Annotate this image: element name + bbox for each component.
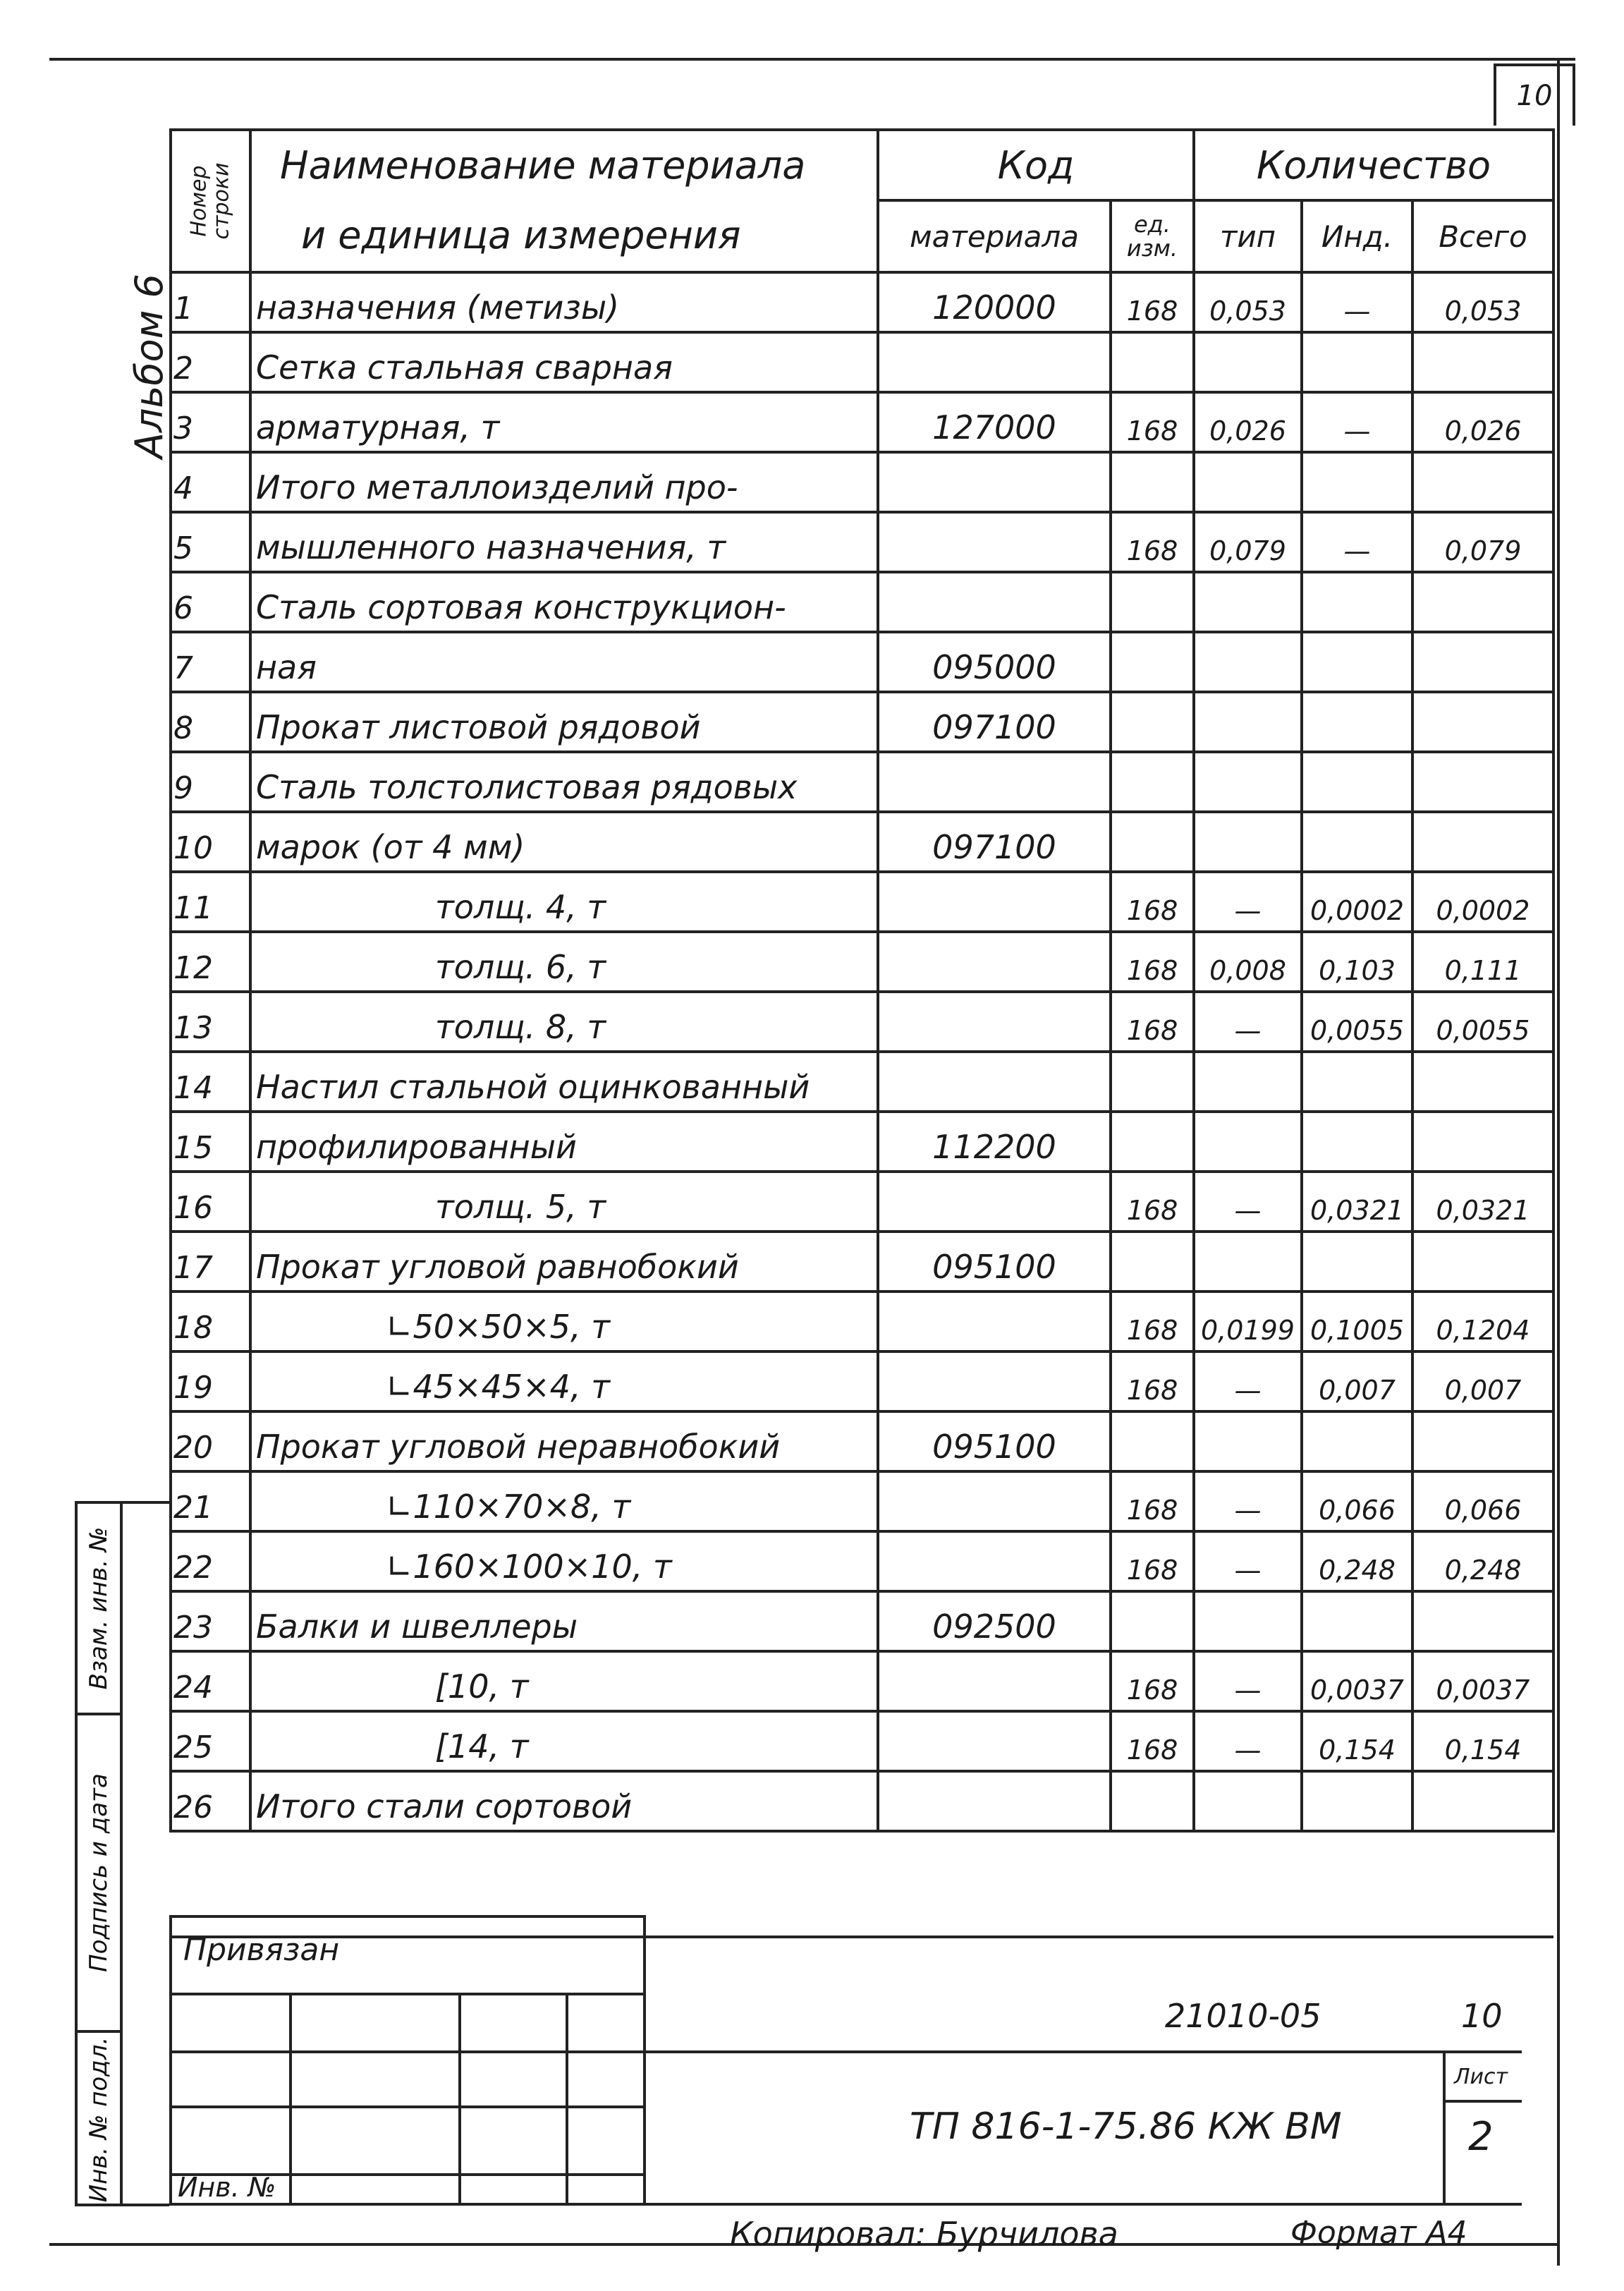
material-code bbox=[878, 1292, 1111, 1351]
table-row bbox=[171, 1531, 1553, 1591]
qty-total bbox=[1412, 812, 1553, 872]
row-number: 24 bbox=[171, 1651, 250, 1711]
qty-total: 0,007 bbox=[1412, 1351, 1553, 1411]
qty-type bbox=[1194, 632, 1302, 692]
qty-ind: 0,066 bbox=[1302, 1471, 1412, 1531]
unit-code: 168 bbox=[1111, 1172, 1194, 1232]
unit-code bbox=[1111, 332, 1194, 392]
qty-total bbox=[1412, 1232, 1553, 1292]
qty-type: — bbox=[1194, 992, 1302, 1052]
table-row bbox=[171, 752, 1553, 812]
unit-code bbox=[1111, 1771, 1194, 1831]
material-name: толщ. 5, т bbox=[250, 1172, 878, 1232]
header-code-material: материала bbox=[878, 200, 1111, 272]
material-code: 097100 bbox=[878, 692, 1111, 752]
header-code: Код bbox=[878, 130, 1194, 200]
unit-code: 168 bbox=[1111, 272, 1194, 332]
qty-ind bbox=[1302, 332, 1412, 392]
qty-type: 0,0199 bbox=[1194, 1292, 1302, 1351]
unit-code: 168 bbox=[1111, 992, 1194, 1052]
material-name: Настил стальной оцинкованный bbox=[250, 1052, 878, 1112]
table-row bbox=[171, 1351, 1553, 1411]
material-name: ∟160×100×10, т bbox=[250, 1531, 878, 1591]
sheet-number: 10 bbox=[1494, 63, 1575, 126]
table-row bbox=[171, 812, 1553, 872]
row-number: 7 bbox=[171, 632, 250, 692]
qty-type bbox=[1194, 332, 1302, 392]
table-row bbox=[171, 1591, 1553, 1651]
qty-ind: 0,0321 bbox=[1302, 1172, 1412, 1232]
table-row bbox=[171, 452, 1553, 512]
material-code bbox=[878, 932, 1111, 992]
header-qty-type: тип bbox=[1194, 200, 1302, 272]
qty-type bbox=[1194, 572, 1302, 632]
qty-type: 0,053 bbox=[1194, 272, 1302, 332]
qty-total: 0,066 bbox=[1412, 1471, 1553, 1531]
qty-type: — bbox=[1194, 1351, 1302, 1411]
material-name: [10, т bbox=[250, 1651, 878, 1711]
header-qty-total: Всего bbox=[1412, 200, 1553, 272]
material-name: Прокат листовой рядовой bbox=[250, 692, 878, 752]
material-name: ная bbox=[250, 632, 878, 692]
unit-code bbox=[1111, 752, 1194, 812]
material-name: ∟45×45×4, т bbox=[250, 1351, 878, 1411]
qty-ind: 0,0037 bbox=[1302, 1651, 1412, 1711]
side-stamp bbox=[75, 1501, 169, 2206]
right-border-line bbox=[1557, 58, 1560, 2266]
unit-code bbox=[1111, 572, 1194, 632]
table-row bbox=[171, 872, 1553, 932]
qty-ind: 0,103 bbox=[1302, 932, 1412, 992]
qty-ind bbox=[1302, 692, 1412, 752]
side-inv-orig: Инв. № подл. bbox=[78, 2033, 123, 2206]
qty-ind bbox=[1302, 1591, 1412, 1651]
unit-code: 168 bbox=[1111, 1651, 1194, 1711]
table-row bbox=[171, 392, 1553, 452]
table-row bbox=[171, 1232, 1553, 1292]
row-number: 16 bbox=[171, 1172, 250, 1232]
material-name: Прокат угловой неравнобокий bbox=[250, 1411, 878, 1471]
qty-total: 0,0037 bbox=[1412, 1651, 1553, 1711]
qty-ind bbox=[1302, 632, 1412, 692]
table-row bbox=[171, 1052, 1553, 1112]
qty-ind bbox=[1302, 1232, 1412, 1292]
table-row bbox=[171, 512, 1553, 572]
material-name: Балки и швеллеры bbox=[250, 1591, 878, 1651]
material-name: ∟110×70×8, т bbox=[250, 1471, 878, 1531]
table-row bbox=[171, 1172, 1553, 1232]
qty-type: — bbox=[1194, 1471, 1302, 1531]
qty-type: 0,008 bbox=[1194, 932, 1302, 992]
material-name: арматурная, т bbox=[250, 392, 878, 452]
unit-code bbox=[1111, 1591, 1194, 1651]
unit-code bbox=[1111, 1411, 1194, 1471]
header-code-unit: ед. изм. bbox=[1111, 200, 1194, 272]
material-name: толщ. 6, т bbox=[250, 932, 878, 992]
material-code: 112200 bbox=[878, 1112, 1111, 1172]
qty-total bbox=[1412, 1591, 1553, 1651]
qty-type bbox=[1194, 452, 1302, 512]
qty-type bbox=[1194, 1771, 1302, 1831]
unit-code: 168 bbox=[1111, 1471, 1194, 1531]
material-name: [14, т bbox=[250, 1711, 878, 1771]
qty-ind: — bbox=[1302, 392, 1412, 452]
material-name: толщ. 8, т bbox=[250, 992, 878, 1052]
material-name: мышленного назначения, т bbox=[250, 512, 878, 572]
list-label: Лист bbox=[1454, 2065, 1508, 2089]
project-code: ТП 816-1-75.86 КЖ ВМ bbox=[910, 2105, 1342, 2148]
unit-code: 168 bbox=[1111, 1711, 1194, 1771]
table-row bbox=[171, 572, 1553, 632]
qty-total bbox=[1412, 332, 1553, 392]
header-name: Наименование материала bbox=[250, 130, 878, 200]
album-text: Альбом 6 bbox=[127, 274, 171, 458]
doc-sheet: 10 bbox=[1461, 1997, 1503, 2035]
qty-ind: 0,0055 bbox=[1302, 992, 1412, 1052]
row-number: 15 bbox=[171, 1112, 250, 1172]
unit-code bbox=[1111, 632, 1194, 692]
material-name: Сталь сортовая конструкцион- bbox=[250, 572, 878, 632]
unit-code bbox=[1111, 1232, 1194, 1292]
row-number: 17 bbox=[171, 1232, 250, 1292]
qty-total: 0,0055 bbox=[1412, 992, 1553, 1052]
qty-type bbox=[1194, 1411, 1302, 1471]
qty-ind: — bbox=[1302, 512, 1412, 572]
unit-code: 168 bbox=[1111, 1531, 1194, 1591]
qty-type: 0,079 bbox=[1194, 512, 1302, 572]
unit-code: 168 bbox=[1111, 872, 1194, 932]
qty-ind: 0,248 bbox=[1302, 1531, 1412, 1591]
qty-type: — bbox=[1194, 1711, 1302, 1771]
qty-total: 0,154 bbox=[1412, 1711, 1553, 1771]
material-name: Итого металлоизделий про- bbox=[250, 452, 878, 512]
table-row bbox=[171, 1292, 1553, 1351]
header-qty-ind: Инд. bbox=[1302, 200, 1412, 272]
row-number: 13 bbox=[171, 992, 250, 1052]
qty-ind bbox=[1302, 1112, 1412, 1172]
material-code bbox=[878, 332, 1111, 392]
unit-code bbox=[1111, 692, 1194, 752]
paper-format: Формат А4 bbox=[1290, 2215, 1467, 2251]
qty-ind bbox=[1302, 1052, 1412, 1112]
row-number: 25 bbox=[171, 1711, 250, 1771]
material-code: 097100 bbox=[878, 812, 1111, 872]
qty-total: 0,248 bbox=[1412, 1531, 1553, 1591]
qty-type bbox=[1194, 1232, 1302, 1292]
table-row bbox=[171, 992, 1553, 1052]
material-code bbox=[878, 1172, 1111, 1232]
qty-ind bbox=[1302, 572, 1412, 632]
qty-ind bbox=[1302, 1771, 1412, 1831]
row-number: 1 bbox=[171, 272, 250, 332]
qty-total: 0,1204 bbox=[1412, 1292, 1553, 1351]
unit-code bbox=[1111, 1112, 1194, 1172]
material-code bbox=[878, 572, 1111, 632]
row-number: 12 bbox=[171, 932, 250, 992]
row-number: 19 bbox=[171, 1351, 250, 1411]
row-number: 21 bbox=[171, 1471, 250, 1531]
material-code bbox=[878, 1711, 1111, 1771]
material-code bbox=[878, 872, 1111, 932]
table-row bbox=[171, 1112, 1553, 1172]
qty-type bbox=[1194, 752, 1302, 812]
qty-ind bbox=[1302, 812, 1412, 872]
row-number: 22 bbox=[171, 1531, 250, 1591]
qty-total bbox=[1412, 1052, 1553, 1112]
material-code bbox=[878, 452, 1111, 512]
top-border-line bbox=[49, 58, 1575, 61]
material-name: Сталь толстолистовая рядовых bbox=[250, 752, 878, 812]
unit-code: 168 bbox=[1111, 1292, 1194, 1351]
row-number: 8 bbox=[171, 692, 250, 752]
row-number: 3 bbox=[171, 392, 250, 452]
qty-total bbox=[1412, 1771, 1553, 1831]
qty-type bbox=[1194, 812, 1302, 872]
row-number: 6 bbox=[171, 572, 250, 632]
material-code bbox=[878, 1651, 1111, 1711]
unit-code: 168 bbox=[1111, 512, 1194, 572]
material-name: Сетка стальная сварная bbox=[250, 332, 878, 392]
table-row bbox=[171, 1471, 1553, 1531]
material-name: профилированный bbox=[250, 1112, 878, 1172]
material-name: ∟50×50×5, т bbox=[250, 1292, 878, 1351]
row-number: 26 bbox=[171, 1771, 250, 1831]
material-code bbox=[878, 1052, 1111, 1112]
material-code bbox=[878, 1471, 1111, 1531]
qty-type bbox=[1194, 1112, 1302, 1172]
material-name: толщ. 4, т bbox=[250, 872, 878, 932]
list-number: 2 bbox=[1468, 2114, 1494, 2160]
qty-total bbox=[1412, 1411, 1553, 1471]
row-number: 10 bbox=[171, 812, 250, 872]
table-row bbox=[171, 332, 1553, 392]
material-code bbox=[878, 1531, 1111, 1591]
material-code: 092500 bbox=[878, 1591, 1111, 1651]
material-code bbox=[878, 512, 1111, 572]
qty-type: — bbox=[1194, 1531, 1302, 1591]
side-vzam-inv: Взам. инв. № bbox=[78, 1504, 123, 1715]
material-name: марок (от 4 мм) bbox=[250, 812, 878, 872]
qty-total bbox=[1412, 572, 1553, 632]
qty-ind bbox=[1302, 752, 1412, 812]
doc-code: 21010-05 bbox=[1165, 1997, 1321, 2035]
material-code: 095000 bbox=[878, 632, 1111, 692]
table-row bbox=[171, 1711, 1553, 1771]
material-name: Прокат угловой равнобокий bbox=[250, 1232, 878, 1292]
qty-total: 0,053 bbox=[1412, 272, 1553, 332]
title-block bbox=[169, 1915, 1522, 2206]
table-row bbox=[171, 692, 1553, 752]
qty-type: — bbox=[1194, 1651, 1302, 1711]
material-code bbox=[878, 1351, 1111, 1411]
qty-total: 0,0321 bbox=[1412, 1172, 1553, 1232]
album-label bbox=[127, 247, 169, 458]
material-code bbox=[878, 992, 1111, 1052]
qty-total bbox=[1412, 452, 1553, 512]
material-code: 120000 bbox=[878, 272, 1111, 332]
qty-type: — bbox=[1194, 872, 1302, 932]
row-number: 4 bbox=[171, 452, 250, 512]
row-number: 18 bbox=[171, 1292, 250, 1351]
row-number: 2 bbox=[171, 332, 250, 392]
qty-ind: 0,154 bbox=[1302, 1711, 1412, 1771]
table-row bbox=[171, 632, 1553, 692]
qty-ind: 0,007 bbox=[1302, 1351, 1412, 1411]
qty-ind: — bbox=[1302, 272, 1412, 332]
unit-code: 168 bbox=[1111, 1351, 1194, 1411]
row-number: 9 bbox=[171, 752, 250, 812]
material-code: 095100 bbox=[878, 1411, 1111, 1471]
header-quantity: Количество bbox=[1194, 130, 1553, 200]
row-number: 5 bbox=[171, 512, 250, 572]
qty-type bbox=[1194, 1052, 1302, 1112]
row-number: 20 bbox=[171, 1411, 250, 1471]
table-row bbox=[171, 932, 1553, 992]
qty-type: — bbox=[1194, 1172, 1302, 1232]
row-number: 14 bbox=[171, 1052, 250, 1112]
material-code bbox=[878, 752, 1111, 812]
side-sign-date: Подпись и дата bbox=[78, 1715, 123, 2033]
qty-ind: 0,0002 bbox=[1302, 872, 1412, 932]
table-row bbox=[171, 1411, 1553, 1471]
qty-ind bbox=[1302, 1411, 1412, 1471]
qty-type bbox=[1194, 692, 1302, 752]
header-row-number: Номер строки bbox=[171, 130, 250, 272]
qty-total: 0,111 bbox=[1412, 932, 1553, 992]
qty-total: 0,0002 bbox=[1412, 872, 1553, 932]
qty-total: 0,079 bbox=[1412, 512, 1553, 572]
row-number: 11 bbox=[171, 872, 250, 932]
inv-no-label: Инв. № bbox=[178, 2172, 276, 2203]
qty-ind bbox=[1302, 452, 1412, 512]
qty-total: 0,026 bbox=[1412, 392, 1553, 452]
unit-code bbox=[1111, 1052, 1194, 1112]
qty-type bbox=[1194, 1591, 1302, 1651]
qty-total bbox=[1412, 632, 1553, 692]
material-name: назначения (метизы) bbox=[250, 272, 878, 332]
qty-total bbox=[1412, 752, 1553, 812]
privyazan-label: Привязан bbox=[183, 1932, 340, 1968]
table-row bbox=[171, 272, 1553, 332]
unit-code: 168 bbox=[1111, 392, 1194, 452]
material-code: 095100 bbox=[878, 1232, 1111, 1292]
qty-total bbox=[1412, 692, 1553, 752]
table-row bbox=[171, 1771, 1553, 1831]
qty-total bbox=[1412, 1112, 1553, 1172]
unit-code bbox=[1111, 452, 1194, 512]
header-name-2: и единица измерения bbox=[250, 200, 878, 272]
row-number: 23 bbox=[171, 1591, 250, 1651]
qty-ind: 0,1005 bbox=[1302, 1292, 1412, 1351]
material-code bbox=[878, 1771, 1111, 1831]
copied-by: Копировал: Бурчилова bbox=[730, 2215, 1118, 2253]
material-code: 127000 bbox=[878, 392, 1111, 452]
material-name: Итого стали сортовой bbox=[250, 1771, 878, 1831]
unit-code bbox=[1111, 812, 1194, 872]
unit-code: 168 bbox=[1111, 932, 1194, 992]
table-row bbox=[171, 1651, 1553, 1711]
material-spec-table bbox=[169, 128, 1555, 1938]
qty-type: 0,026 bbox=[1194, 392, 1302, 452]
